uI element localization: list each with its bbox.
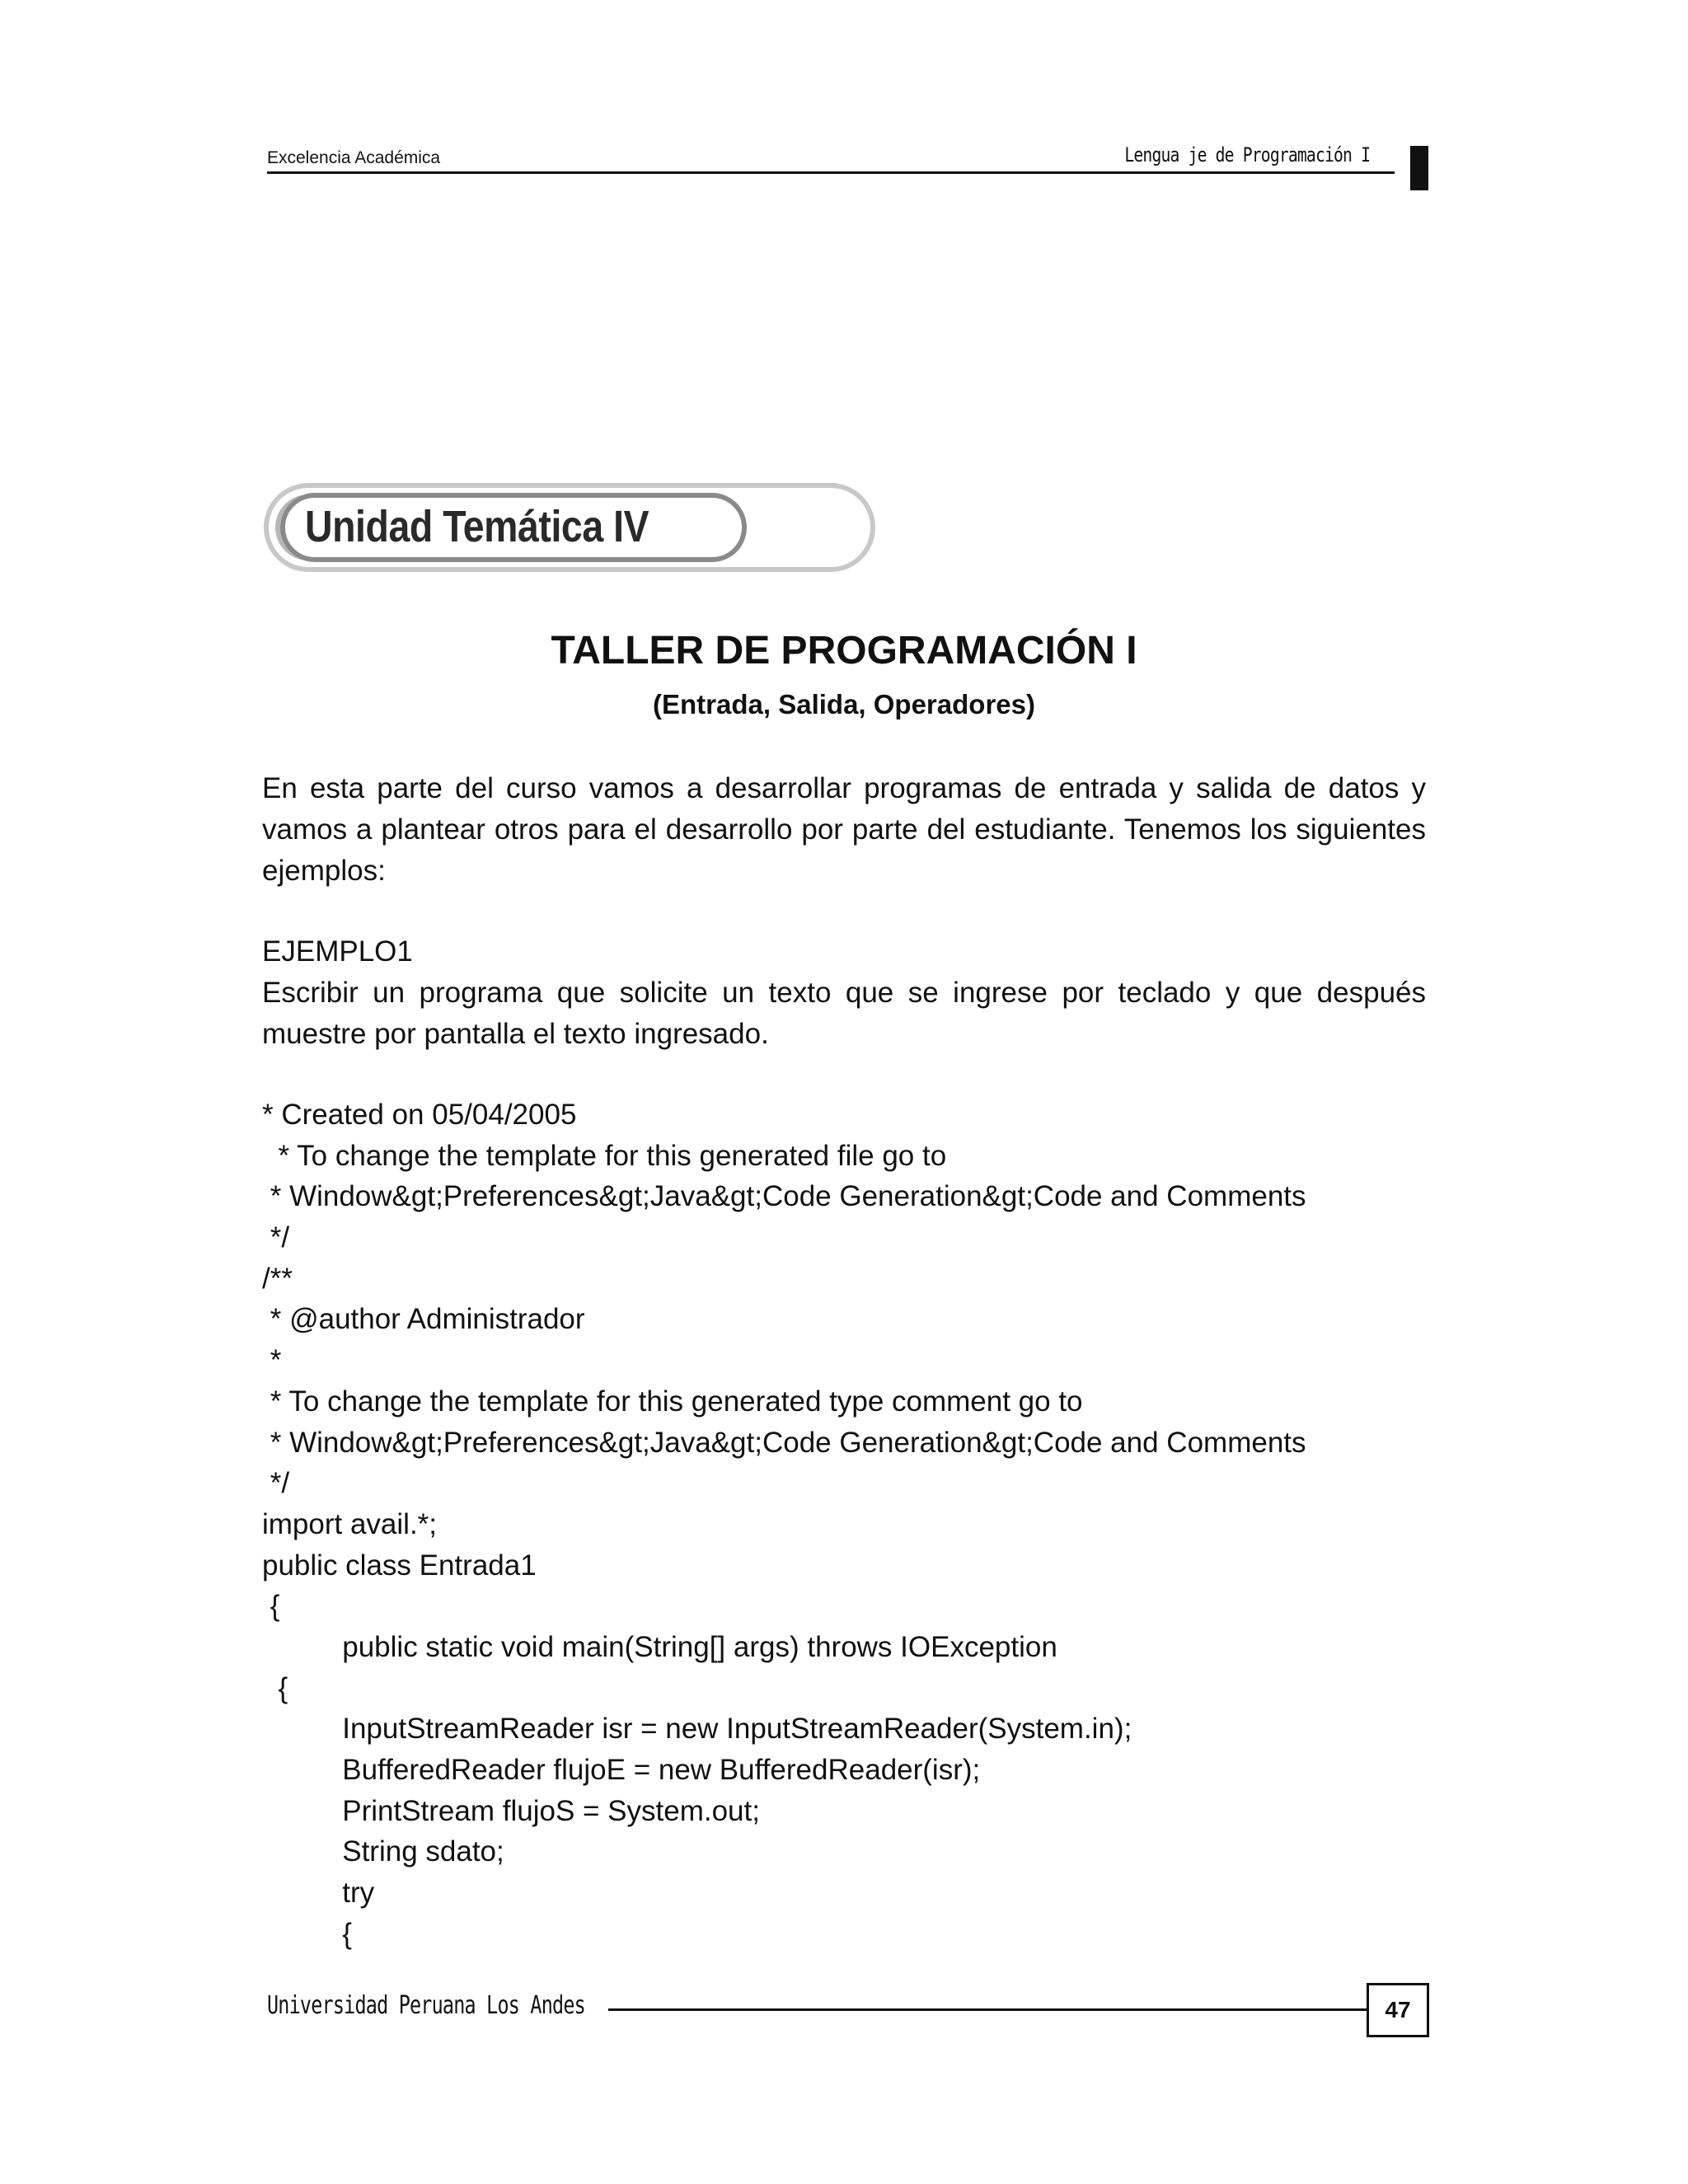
code-line: {: [262, 1671, 288, 1704]
unit-badge-label: Unidad Temática IV: [305, 502, 649, 551]
code-line: InputStreamReader isr = new InputStreamReader(System.in);: [262, 1713, 1132, 1746]
code-line: * Created on 05/04/2005: [262, 1099, 577, 1131]
example-label: EJEMPLO1: [262, 935, 413, 968]
page-number: 47: [1367, 1983, 1429, 2037]
code-line: * @author Administrador: [262, 1303, 585, 1336]
code-line: /**: [262, 1262, 293, 1295]
footer-rule: [608, 2008, 1367, 2011]
example-description: Escribir un programa que solicite un texto que se ingrese por teclado y que después muestre por pantalla el texto ingresado.: [262, 977, 1426, 1050]
code-block: [262, 1094, 1306, 1954]
page-subtitle: (Entrada, Salida, Operadores): [653, 689, 1035, 719]
code-line: BufferedReader flujoE = new BufferedReader(isr);: [262, 1754, 981, 1786]
code-line: public static void main(String[] args) throws IOException: [262, 1630, 1057, 1663]
page-title: TALLER DE PROGRAMACIÓN I: [551, 629, 1137, 673]
code-line: * Window&gt;Preferences&gt;Java&gt;Code Generation&gt;Code and Comments: [262, 1426, 1306, 1459]
code-line: import avail.*;: [262, 1507, 438, 1540]
code-line: try: [262, 1877, 375, 1910]
code-line: {: [262, 1590, 280, 1623]
header-tab-marker: [1410, 146, 1428, 190]
code-line: *: [262, 1344, 282, 1377]
code-line: * To change the template for this generated file go to: [262, 1139, 947, 1172]
header-right-text: Lengua je de Programación I: [1124, 143, 1370, 166]
code-line: */: [262, 1221, 290, 1254]
code-line: {: [262, 1917, 352, 1950]
code-line: * To change the template for this generated type comment go to: [262, 1385, 1083, 1418]
code-line: public class Entrada1: [262, 1549, 537, 1582]
code-line: */: [262, 1467, 290, 1500]
code-line: String sdato;: [262, 1835, 504, 1868]
header-left-text: Excelencia Académica: [267, 148, 441, 167]
intro-paragraph: En esta parte del curso vamos a desarrollar programas de entrada y salida de datos y vamos a plantear otros para el desarrollo por parte del estudiante. Tenemos los siguientes ejemplos:: [262, 772, 1426, 887]
header-rule: [267, 171, 1395, 174]
code-line: * Window&gt;Preferences&gt;Java&gt;Code Generation&gt;Code and Comments: [262, 1180, 1306, 1213]
footer-left-text: Universidad Peruana Los Andes: [267, 1991, 585, 2020]
code-line: PrintStream flujoS = System.out;: [262, 1794, 760, 1827]
